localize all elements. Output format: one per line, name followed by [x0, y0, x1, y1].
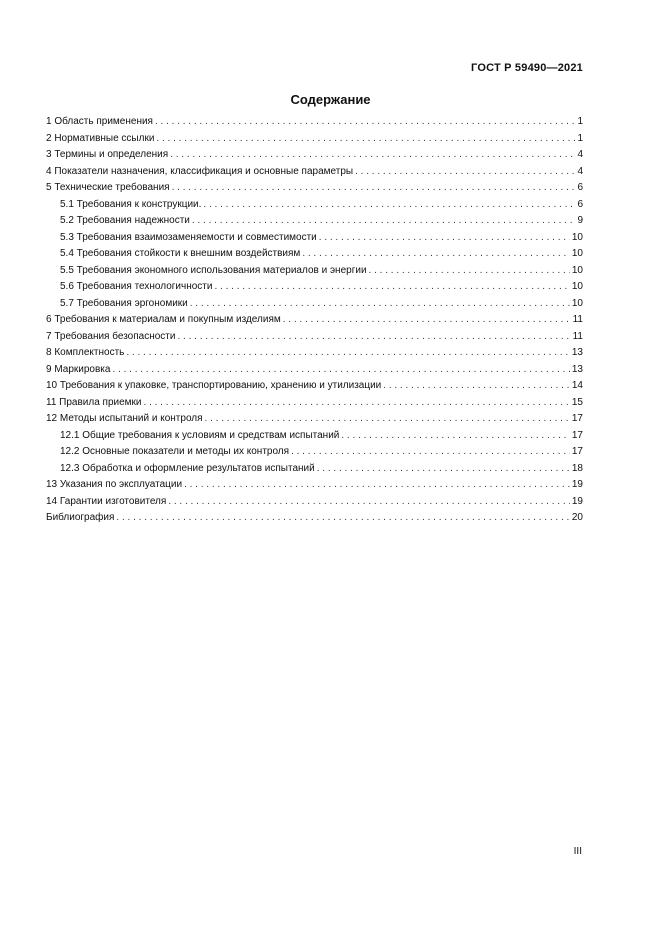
toc-entry: [46, 180, 583, 197]
toc-entry: [46, 279, 583, 296]
toc-entry: [46, 197, 583, 214]
toc-entry: [46, 444, 583, 461]
toc-entry: [46, 428, 583, 445]
toc-dot-leader: [283, 312, 571, 329]
toc-entry: [46, 312, 583, 329]
toc-entry: [46, 411, 583, 428]
toc-entry-page: 13: [571, 347, 583, 358]
toc-entry-label: 12.1 Общие требования к условиям и средствам испытаний: [60, 429, 340, 441]
toc-entry-label: 10 Требования к упаковке, транспортированию, хранению и утилизации: [46, 380, 382, 391]
toc-dot-leader: [112, 362, 569, 379]
toc-entry-page: 17: [571, 413, 583, 424]
toc-entry-label: 11 Правила приемки: [46, 396, 142, 408]
toc-entry-page: 4: [577, 165, 583, 177]
toc-entry-label: 7 Требования безопасности: [46, 330, 176, 342]
toc-entry: [46, 461, 583, 478]
toc-entry: [46, 263, 583, 280]
toc-entry-label: 14 Гарантии изготовителя: [46, 495, 167, 507]
toc-entry-label: 12 Методы испытаний и контроля: [46, 413, 203, 424]
toc-entry: [46, 164, 583, 181]
toc-entry-page: 10: [571, 281, 583, 292]
toc-entry: [46, 395, 583, 412]
toc-entry-page: 11: [572, 330, 583, 342]
toc-entry-page: 11: [572, 314, 583, 325]
toc-entry-page: 18: [571, 462, 583, 474]
toc-entry-label: 12.2 Основные показатели и методы их контроля: [60, 446, 290, 457]
toc-entry: [46, 345, 583, 362]
toc-entry: [46, 296, 583, 313]
toc-entry-page: 10: [571, 264, 583, 276]
toc-entry: [46, 230, 583, 247]
toc-dot-leader: [190, 296, 570, 313]
toc-entry-label: 6 Требования к материалам и покупным изделиям: [46, 314, 281, 325]
standard-code: ГОСТ Р 59490—2021: [471, 62, 583, 74]
toc-entry-page: 4: [577, 149, 583, 160]
toc-dot-leader: [203, 197, 575, 214]
toc-dot-leader: [319, 230, 570, 247]
toc-entry-page: 10: [571, 231, 583, 243]
toc-entry: [46, 362, 583, 379]
toc-entry-page: 15: [571, 396, 583, 408]
toc-entry-label: 5.1 Требования к конструкции.: [60, 198, 202, 210]
toc-dot-leader: [383, 378, 570, 395]
toc-title: Содержание: [290, 92, 371, 107]
toc-entry: [46, 494, 583, 511]
toc-entry: [46, 147, 583, 164]
toc-dot-leader: [155, 114, 575, 131]
toc-dot-leader: [341, 428, 570, 445]
toc-entry-label: 13 Указания по эксплуатации: [46, 479, 183, 490]
toc-entry-label: 5.4 Требования стойкости к внешним воздействиям: [60, 248, 301, 259]
toc-dot-leader: [317, 461, 570, 478]
toc-dot-leader: [126, 345, 570, 362]
toc-dot-leader: [369, 263, 570, 280]
toc-entry-page: 1: [577, 132, 583, 144]
toc-entry: [46, 213, 583, 230]
toc-entry-page: 14: [571, 380, 583, 391]
toc-entry: [46, 329, 583, 346]
toc-entry-label: 5.3 Требования взаимозаменяемости и совместимости: [60, 231, 317, 243]
toc-dot-leader: [184, 477, 570, 494]
toc-entry-page: 10: [571, 248, 583, 259]
toc-entry-label: Библиография: [46, 512, 115, 523]
toc-entry-label: 1 Область применения: [46, 116, 153, 127]
toc-entry-label: 8 Комплектность: [46, 347, 125, 358]
toc-entry-page: 17: [571, 446, 583, 457]
toc-entry-page: 20: [571, 512, 583, 523]
toc-entry-label: 5.5 Требования экономного использования материалов и энергии: [60, 264, 367, 276]
toc-entry-label: 5 Технические требования: [46, 182, 170, 193]
toc-entry-label: 12.3 Обработка и оформление результатов испытаний: [60, 462, 315, 474]
toc-entry: [46, 246, 583, 263]
toc-entry-page: 6: [577, 198, 583, 210]
toc-entry-page: 17: [571, 429, 583, 441]
toc-entry: [46, 114, 583, 131]
toc-dot-leader: [116, 510, 569, 527]
toc-entry-page: 9: [577, 215, 583, 226]
toc-dot-leader: [168, 494, 570, 511]
toc-dot-leader: [156, 131, 575, 148]
toc-entry: [46, 477, 583, 494]
toc-dot-leader: [291, 444, 570, 461]
toc-entry-page: 10: [571, 297, 583, 309]
toc-entry-page: 19: [571, 479, 583, 490]
toc-entry-label: 3 Термины и определения: [46, 149, 169, 160]
toc-entry-page: 6: [577, 182, 583, 193]
toc-dot-leader: [214, 279, 569, 296]
toc-entry: [46, 131, 583, 148]
toc-dot-leader: [177, 329, 570, 346]
toc-entry-label: 2 Нормативные ссылки: [46, 132, 155, 144]
page-number: III: [573, 846, 582, 857]
toc-dot-leader: [302, 246, 570, 263]
table-of-contents: [46, 114, 583, 527]
toc-entry-page: 19: [571, 495, 583, 507]
toc-dot-leader: [192, 213, 576, 230]
toc-dot-leader: [205, 411, 570, 428]
toc-entry: [46, 510, 583, 527]
toc-dot-leader: [355, 164, 575, 181]
toc-entry-label: 5.2 Требования надежности: [60, 215, 190, 226]
toc-dot-leader: [172, 180, 576, 197]
toc-entry-label: 4 Показатели назначения, классификация и основные параметры: [46, 165, 354, 177]
toc-entry-page: 1: [577, 116, 583, 127]
toc-dot-leader: [170, 147, 575, 164]
toc-entry-label: 9 Маркировка: [46, 363, 111, 375]
toc-entry-label: 5.7 Требования эргономики: [60, 297, 188, 309]
toc-dot-leader: [144, 395, 570, 412]
toc-entry-label: 5.6 Требования технологичности: [60, 281, 213, 292]
toc-entry: [46, 378, 583, 395]
toc-entry-page: 13: [571, 363, 583, 375]
